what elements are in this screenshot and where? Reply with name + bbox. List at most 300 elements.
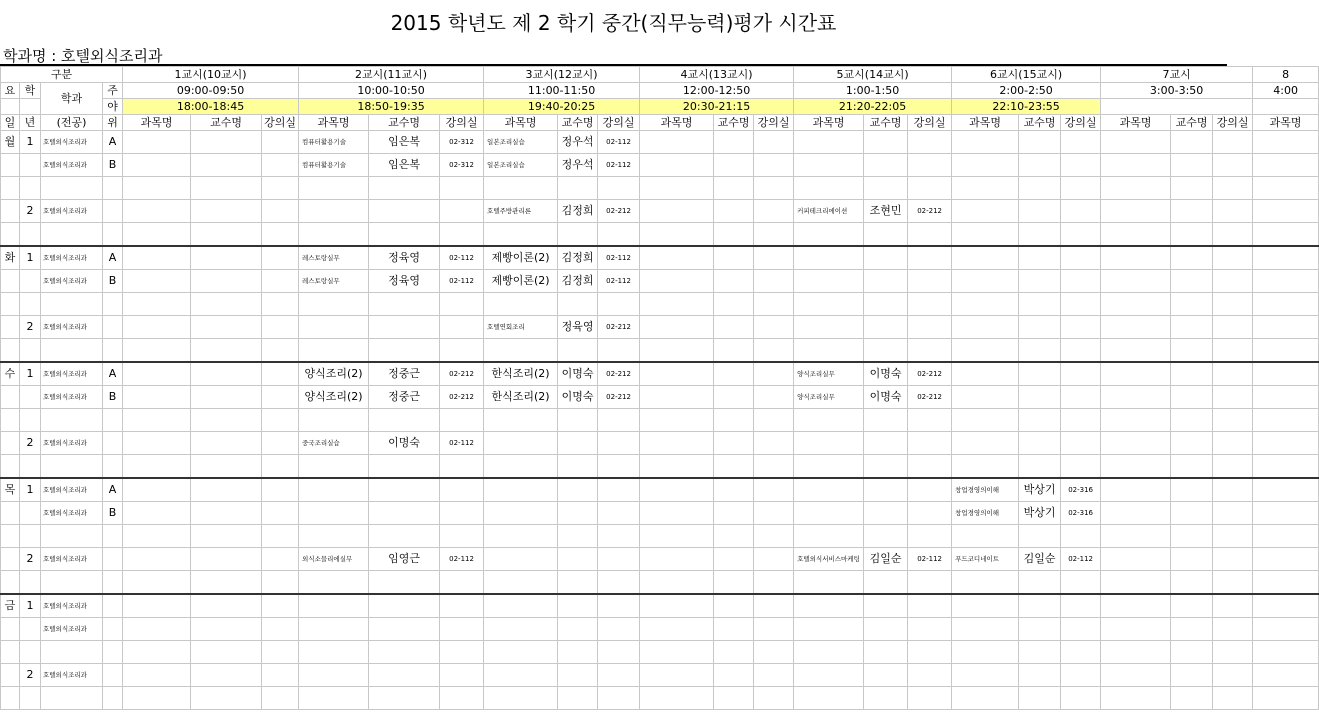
room-cell xyxy=(1213,641,1253,664)
subject-cell xyxy=(299,618,369,641)
dept-cell xyxy=(41,223,103,247)
day-cell xyxy=(1,339,20,363)
room-cell xyxy=(1061,270,1101,293)
night-time-4: 20:30-21:15 xyxy=(640,99,794,115)
table-row xyxy=(1,594,1319,618)
subject-cell xyxy=(640,432,714,455)
room-cell xyxy=(440,478,484,502)
professor-cell xyxy=(558,687,598,710)
section-cell xyxy=(103,594,123,618)
section-cell xyxy=(103,223,123,247)
professor-cell: 박상기 xyxy=(1019,502,1061,525)
day-cell: 월 xyxy=(1,131,20,154)
subject-cell xyxy=(952,316,1019,339)
night-time-3: 19:40-20:25 xyxy=(484,99,640,115)
room-cell xyxy=(440,571,484,595)
room-cell xyxy=(1061,223,1101,247)
room-cell xyxy=(1213,200,1253,223)
room-cell xyxy=(908,594,952,618)
department-label: 학과명 : 호텔외식조리과 xyxy=(3,47,163,65)
dept-cell: 호텔외식조리과 xyxy=(41,548,103,571)
professor-cell xyxy=(864,409,908,432)
professor-cell xyxy=(1019,618,1061,641)
professor-cell xyxy=(191,270,262,293)
room-cell xyxy=(908,618,952,641)
professor-cell xyxy=(864,641,908,664)
professor-cell xyxy=(369,339,440,363)
professor-cell: 김정희 xyxy=(558,246,598,270)
day-cell xyxy=(1,386,20,409)
professor-cell xyxy=(558,293,598,316)
subject-cell xyxy=(1101,455,1171,479)
subject-cell xyxy=(952,687,1019,710)
table-row xyxy=(1,618,1319,641)
professor-cell xyxy=(369,687,440,710)
subject-cell xyxy=(1101,223,1171,247)
professor-cell xyxy=(191,177,262,200)
section-cell xyxy=(103,618,123,641)
subject-cell xyxy=(952,571,1019,595)
room-cell xyxy=(908,177,952,200)
room-cell xyxy=(262,478,299,502)
table-row xyxy=(1,525,1319,548)
day-time-7: 3:00-3:50 xyxy=(1101,83,1253,99)
section-cell: B xyxy=(103,502,123,525)
room-cell xyxy=(908,246,952,270)
day-cell xyxy=(1,409,20,432)
room-cell xyxy=(1213,618,1253,641)
professor-cell xyxy=(864,293,908,316)
room-cell xyxy=(262,293,299,316)
sub-header-room: 강의실 xyxy=(598,115,640,131)
subject-cell xyxy=(1101,339,1171,363)
room-cell xyxy=(1213,270,1253,293)
professor-cell xyxy=(864,246,908,270)
day-cell: 수 xyxy=(1,362,20,386)
professor-cell xyxy=(1171,432,1213,455)
professor-cell: 정중근 xyxy=(369,386,440,409)
subject-cell xyxy=(794,316,864,339)
hak-header: 학 xyxy=(20,83,41,99)
professor-cell: 조현민 xyxy=(864,200,908,223)
professor-cell xyxy=(714,131,754,154)
room-cell xyxy=(1213,154,1253,177)
professor-cell xyxy=(1171,525,1213,548)
room-cell xyxy=(1213,177,1253,200)
header-row-sub xyxy=(1,115,1319,131)
professor-cell xyxy=(369,200,440,223)
subject-cell xyxy=(640,502,714,525)
professor-cell xyxy=(1171,246,1213,270)
year-cell xyxy=(20,641,41,664)
room-cell xyxy=(908,409,952,432)
professor-cell xyxy=(1171,270,1213,293)
blank-cell xyxy=(1,99,20,115)
professor-cell xyxy=(191,687,262,710)
year-cell xyxy=(20,386,41,409)
subject-cell xyxy=(1101,687,1171,710)
room-cell xyxy=(754,316,794,339)
table-row xyxy=(1,478,1319,502)
subject-cell: 커피테크리에이션 xyxy=(794,200,864,223)
sub-header-prof: 교수명 xyxy=(558,115,598,131)
room-cell xyxy=(754,432,794,455)
sub-header-prof: 교수명 xyxy=(864,115,908,131)
subject-cell xyxy=(123,618,191,641)
professor-cell: 이명숙 xyxy=(864,386,908,409)
table-row xyxy=(1,548,1319,571)
professor-cell xyxy=(1171,200,1213,223)
subject-cell xyxy=(640,455,714,479)
professor-cell xyxy=(191,223,262,247)
room-cell xyxy=(908,525,952,548)
table-row xyxy=(1,270,1319,293)
year-cell xyxy=(20,177,41,200)
room-cell xyxy=(1213,571,1253,595)
room-cell: 02-212 xyxy=(440,386,484,409)
professor-cell xyxy=(714,432,754,455)
subject-cell xyxy=(1101,131,1171,154)
subject-cell xyxy=(952,246,1019,270)
table-row xyxy=(1,293,1319,316)
room-cell xyxy=(754,154,794,177)
subject-cell xyxy=(123,571,191,595)
subject-cell xyxy=(794,571,864,595)
year-cell: 2 xyxy=(20,200,41,223)
subject-cell xyxy=(1101,293,1171,316)
room-cell xyxy=(754,548,794,571)
room-cell: 02-112 xyxy=(440,432,484,455)
room-cell xyxy=(1061,362,1101,386)
subject-cell xyxy=(640,641,714,664)
night-time-7 xyxy=(1101,99,1253,115)
professor-cell xyxy=(1019,571,1061,595)
dept-cell: 호텔외식조리과 xyxy=(41,246,103,270)
subject-cell xyxy=(1101,177,1171,200)
table-row xyxy=(1,339,1319,363)
professor-cell xyxy=(864,270,908,293)
professor-cell: 정중근 xyxy=(369,362,440,386)
room-cell xyxy=(754,664,794,687)
professor-cell xyxy=(191,293,262,316)
room-cell xyxy=(1213,316,1253,339)
room-cell xyxy=(1213,664,1253,687)
room-cell xyxy=(1061,316,1101,339)
section-cell: B xyxy=(103,270,123,293)
professor-cell xyxy=(369,525,440,548)
table-row xyxy=(1,432,1319,455)
room-cell xyxy=(754,455,794,479)
subject-cell xyxy=(952,618,1019,641)
room-cell xyxy=(440,502,484,525)
subject-cell xyxy=(1253,316,1319,339)
year-cell: 1 xyxy=(20,478,41,502)
room-cell xyxy=(1061,131,1101,154)
subject-cell xyxy=(299,455,369,479)
subject-cell xyxy=(299,594,369,618)
subject-cell xyxy=(952,177,1019,200)
subject-cell xyxy=(1101,362,1171,386)
subject-cell xyxy=(794,270,864,293)
day-cell xyxy=(1,641,20,664)
room-cell xyxy=(598,687,640,710)
section-cell xyxy=(103,200,123,223)
subject-cell xyxy=(794,223,864,247)
year-cell: 2 xyxy=(20,548,41,571)
room-cell: 02-112 xyxy=(908,548,952,571)
room-cell xyxy=(1061,154,1101,177)
subject-cell xyxy=(1253,270,1319,293)
subject-cell xyxy=(952,525,1019,548)
subject-cell: 양식조리(2) xyxy=(299,386,369,409)
room-cell xyxy=(1061,177,1101,200)
professor-cell: 정육영 xyxy=(369,270,440,293)
subject-cell xyxy=(299,664,369,687)
professor-cell: 김정희 xyxy=(558,270,598,293)
room-cell xyxy=(598,177,640,200)
dept-cell: 호텔외식조리과 xyxy=(41,478,103,502)
professor-cell xyxy=(558,641,598,664)
dept-header: 학과 xyxy=(41,83,103,115)
subject-cell: 중국조리실습 xyxy=(299,432,369,455)
subject-cell xyxy=(123,664,191,687)
room-cell xyxy=(262,594,299,618)
professor-cell xyxy=(191,548,262,571)
subject-cell xyxy=(640,154,714,177)
subject-cell: 컴퓨터활용기술 xyxy=(299,154,369,177)
room-cell xyxy=(754,386,794,409)
dept-cell: 호텔외식조리과 xyxy=(41,594,103,618)
dept-cell: 호텔외식조리과 xyxy=(41,270,103,293)
professor-cell xyxy=(1019,455,1061,479)
room-cell xyxy=(1213,432,1253,455)
subject-cell xyxy=(1101,478,1171,502)
room-cell xyxy=(598,571,640,595)
subject-cell xyxy=(794,154,864,177)
room-cell xyxy=(262,687,299,710)
subject-cell xyxy=(1253,223,1319,247)
dept-cell xyxy=(41,339,103,363)
room-cell xyxy=(262,386,299,409)
professor-cell xyxy=(369,571,440,595)
day-cell xyxy=(1,270,20,293)
professor-cell xyxy=(864,525,908,548)
year-cell xyxy=(20,687,41,710)
room-cell xyxy=(262,455,299,479)
subject-cell xyxy=(484,339,558,363)
header-row-period xyxy=(1,67,1319,83)
subject-cell xyxy=(1253,177,1319,200)
subject-cell xyxy=(123,641,191,664)
professor-cell xyxy=(714,525,754,548)
room-cell xyxy=(1061,339,1101,363)
subject-cell xyxy=(952,409,1019,432)
room-cell xyxy=(1213,594,1253,618)
subject-cell xyxy=(640,316,714,339)
professor-cell: 임은복 xyxy=(369,131,440,154)
subject-cell xyxy=(1253,339,1319,363)
professor-cell xyxy=(191,154,262,177)
subject-cell xyxy=(123,432,191,455)
professor-cell: 김일순 xyxy=(864,548,908,571)
section-cell xyxy=(103,455,123,479)
subject-cell xyxy=(640,339,714,363)
professor-cell xyxy=(1019,293,1061,316)
subject-cell xyxy=(123,362,191,386)
professor-cell xyxy=(714,618,754,641)
room-cell xyxy=(440,641,484,664)
night-time-2: 18:50-19:35 xyxy=(299,99,484,115)
subject-cell xyxy=(952,131,1019,154)
subject-cell xyxy=(123,339,191,363)
subject-cell xyxy=(1253,432,1319,455)
room-cell xyxy=(440,339,484,363)
wi-header: 위 xyxy=(103,115,123,131)
professor-cell xyxy=(369,594,440,618)
room-cell xyxy=(1061,664,1101,687)
period-header-7: 7교시 xyxy=(1101,67,1253,83)
subject-cell xyxy=(1253,131,1319,154)
subject-cell xyxy=(1101,316,1171,339)
room-cell xyxy=(754,571,794,595)
subject-cell xyxy=(123,131,191,154)
room-cell xyxy=(262,548,299,571)
room-cell xyxy=(754,246,794,270)
room-cell xyxy=(908,502,952,525)
room-cell xyxy=(1213,339,1253,363)
room-cell xyxy=(440,200,484,223)
professor-cell xyxy=(1171,548,1213,571)
professor-cell xyxy=(558,618,598,641)
professor-cell xyxy=(558,478,598,502)
sub-header-subject: 과목명 xyxy=(952,115,1019,131)
room-cell xyxy=(754,362,794,386)
professor-cell xyxy=(1171,316,1213,339)
table-row xyxy=(1,502,1319,525)
room-cell xyxy=(754,618,794,641)
subject-cell xyxy=(952,594,1019,618)
room-cell xyxy=(1061,386,1101,409)
room-cell xyxy=(440,664,484,687)
day-cell xyxy=(1,455,20,479)
subject-cell: 컴퓨터활용기술 xyxy=(299,131,369,154)
professor-cell xyxy=(1019,594,1061,618)
room-cell xyxy=(1061,641,1101,664)
subject-cell xyxy=(299,339,369,363)
year-cell xyxy=(20,502,41,525)
professor-cell xyxy=(1171,687,1213,710)
room-cell xyxy=(754,177,794,200)
room-cell xyxy=(262,131,299,154)
subject-cell xyxy=(299,223,369,247)
professor-cell xyxy=(1171,478,1213,502)
day-cell xyxy=(1,316,20,339)
subject-cell xyxy=(952,455,1019,479)
professor-cell xyxy=(191,664,262,687)
sub-header-room: 강의실 xyxy=(1213,115,1253,131)
professor-cell xyxy=(369,502,440,525)
dept-cell xyxy=(41,177,103,200)
room-cell xyxy=(1061,432,1101,455)
room-cell xyxy=(1213,362,1253,386)
day-time-6: 2:00-2:50 xyxy=(952,83,1101,99)
page-title: 2015 학년도 제 2 학기 중간(직무능력)평가 시간표 xyxy=(390,11,837,35)
room-cell xyxy=(598,548,640,571)
room-cell xyxy=(262,246,299,270)
subject-cell xyxy=(794,455,864,479)
subject-cell xyxy=(952,641,1019,664)
room-cell: 02-212 xyxy=(598,362,640,386)
room-cell xyxy=(1213,548,1253,571)
room-cell xyxy=(754,525,794,548)
professor-cell xyxy=(1171,293,1213,316)
table-row xyxy=(1,641,1319,664)
subject-cell xyxy=(794,687,864,710)
professor-cell xyxy=(1019,687,1061,710)
period-header-5: 5교시(14교시) xyxy=(794,67,952,83)
room-cell xyxy=(1061,618,1101,641)
subject-cell xyxy=(1101,409,1171,432)
room-cell xyxy=(908,571,952,595)
room-cell xyxy=(908,432,952,455)
professor-cell xyxy=(864,131,908,154)
table-row xyxy=(1,154,1319,177)
subject-cell xyxy=(299,687,369,710)
subject-cell: 한식조리(2) xyxy=(484,386,558,409)
dept-cell xyxy=(41,641,103,664)
room-cell xyxy=(262,154,299,177)
day-cell: 목 xyxy=(1,478,20,502)
section-cell xyxy=(103,293,123,316)
subject-cell: 일본조리실습 xyxy=(484,154,558,177)
subject-cell xyxy=(123,548,191,571)
subject-cell xyxy=(794,339,864,363)
subject-cell xyxy=(640,246,714,270)
subject-cell xyxy=(1253,246,1319,270)
room-cell xyxy=(754,478,794,502)
professor-cell xyxy=(714,362,754,386)
subject-cell xyxy=(640,525,714,548)
room-cell xyxy=(262,339,299,363)
room-cell: 02-112 xyxy=(440,548,484,571)
subject-cell xyxy=(1101,525,1171,548)
professor-cell xyxy=(191,131,262,154)
year-cell xyxy=(20,223,41,247)
professor-cell xyxy=(1171,223,1213,247)
subject-cell xyxy=(123,687,191,710)
room-cell xyxy=(1213,502,1253,525)
section-cell xyxy=(103,548,123,571)
subject-cell xyxy=(484,687,558,710)
professor-cell: 이명숙 xyxy=(864,362,908,386)
professor-cell xyxy=(191,571,262,595)
night-time-5: 21:20-22:05 xyxy=(794,99,952,115)
professor-cell xyxy=(714,246,754,270)
professor-cell xyxy=(191,594,262,618)
room-cell xyxy=(1061,525,1101,548)
professor-cell: 정우석 xyxy=(558,131,598,154)
professor-cell xyxy=(1019,409,1061,432)
sub-header-prof: 교수명 xyxy=(1019,115,1061,131)
subject-cell xyxy=(1101,618,1171,641)
professor-cell xyxy=(714,502,754,525)
subject-cell xyxy=(484,571,558,595)
professor-cell xyxy=(191,200,262,223)
room-cell: 02-212 xyxy=(598,386,640,409)
subject-cell xyxy=(484,641,558,664)
room-cell xyxy=(908,687,952,710)
dept-cell xyxy=(41,409,103,432)
